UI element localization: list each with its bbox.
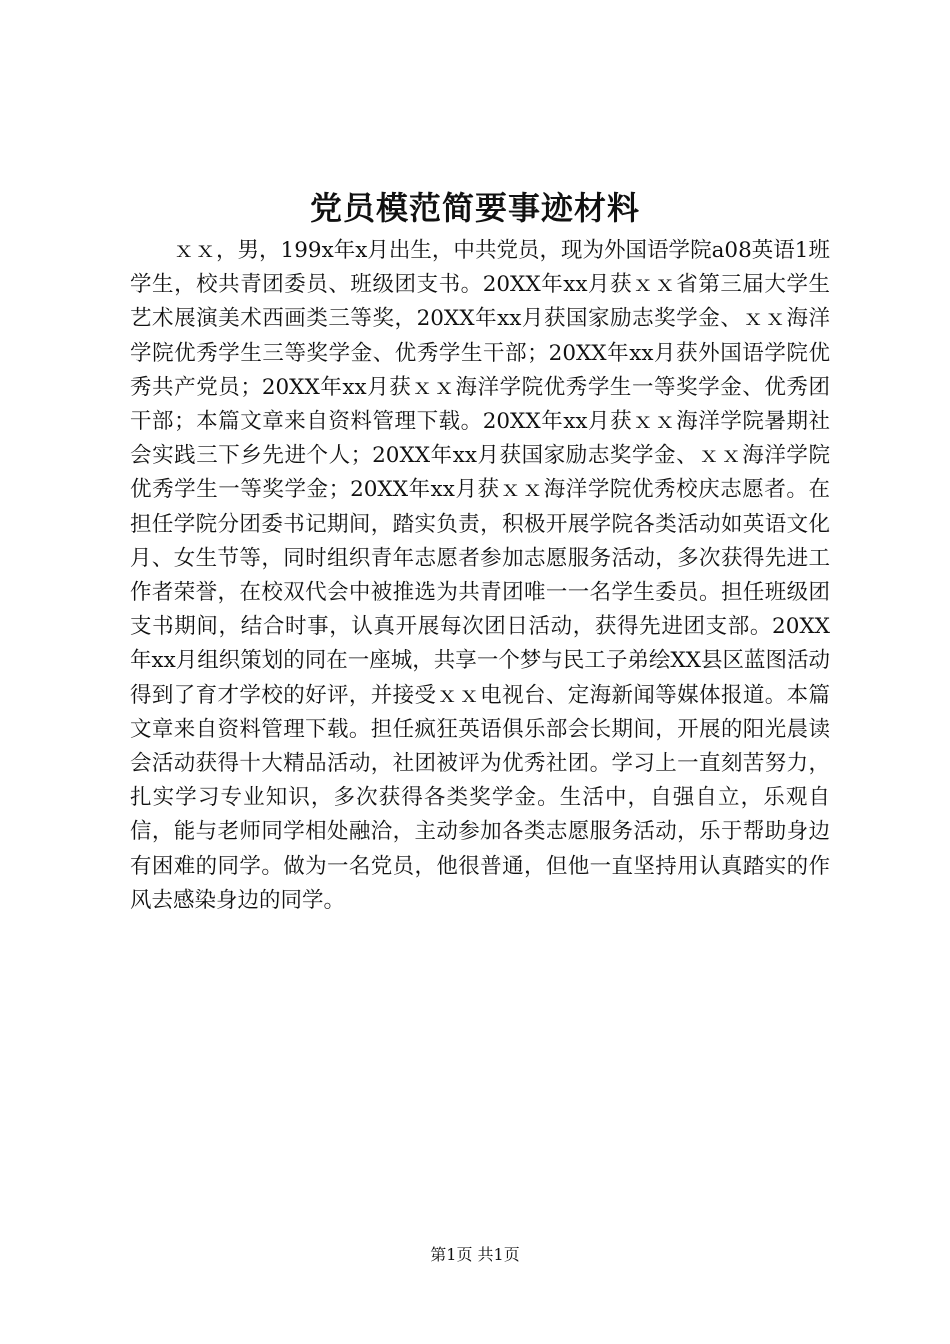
document-title: 党员模范简要事迹材料 bbox=[309, 189, 640, 227]
page-number-footer: 第1页 共1页 bbox=[430, 1245, 520, 1264]
document-body-paragraph: ｘｘ，男，199x年x月出生，中共党员，现为外国语学院a08英语1班学生，校共青团委员、班级团支书。20XX年xx月获ｘｘ省第三届大学生艺术展演美术西画类三等奖，20XX年xx月获国家励志奖学金、ｘｘ海洋学院优秀学生三等奖学金、优秀学生干部；20XX年xx月获外国语学院优秀共产党员；20XX年xx月获ｘｘ海洋学院优秀学生一等奖学金、优秀团干部；本篇文章来自资料管理下载。20XX年xx月获ｘｘ海洋学院暑期社会实践三下乡先进个人；20XX年xx月获国家励志奖学金、ｘｘ海洋学院优秀学生一等奖学金；20XX年xx月获ｘｘ海洋学院优秀校庆志愿者。在担任学院分团委书记期间，踏实负责，积极开展学院各类活动如英语文化月、女生节等，同时组织青年志愿者参加志愿服务活动，多次获得先进工作者荣誉，在校双代会中被推选为共青团唯一一名学生委员。担任班级团支书期间，结合时事，认真开展每次团日活动，获得先进团支部。20XX年xx月组织策划的同在一座城，共享一个梦与民工子弟绘XX县区蓝图活动得到了育才学校的好评，并接受ｘｘ电视台、定海新闻等媒体报道。本篇文章来自资料管理下载。担任疯狂英语俱乐部会长期间，开展的阳光晨读会活动获得十大精品活动，社团被评为优秀社团。学习上一直刻苦努力，扎实学习专业知识，多次获得各类奖学金。生活中，自强自立，乐观自信，能与老师同学相处融洽，主动参加各类志愿服务活动，乐于帮助身边有困难的同学。做为一名党员，他很普通，但他一直坚持用认真踏实的作风去感染身边的同学。 bbox=[130, 238, 830, 913]
